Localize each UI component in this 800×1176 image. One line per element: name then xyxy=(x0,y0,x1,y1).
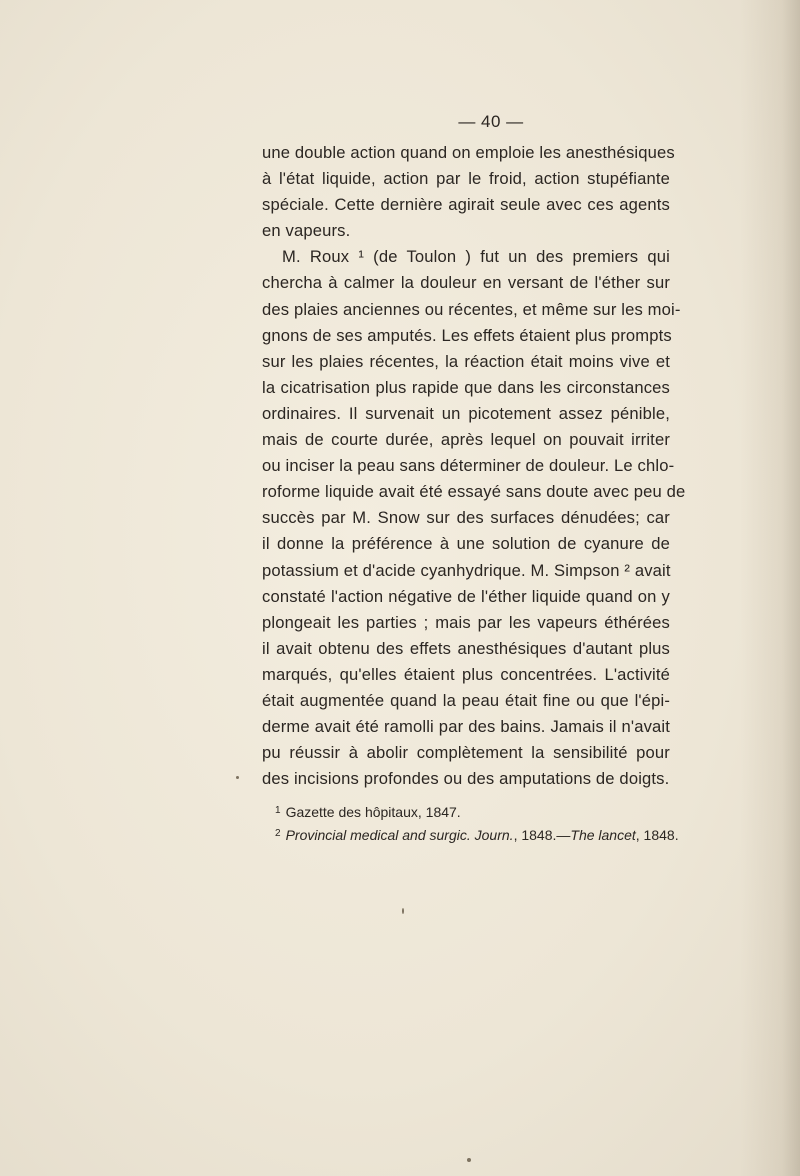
text-line: il avait obtenu des effets anesthésiques d'autant plus xyxy=(262,638,670,658)
text-block xyxy=(262,112,686,792)
footnote-marker: 2 xyxy=(275,828,281,839)
text-line: spéciale. Cette dernière agirait seule avec ces agents xyxy=(262,195,670,215)
footnote-journal-title: The lancet xyxy=(570,827,636,843)
text-line: sur les plaies récentes, la réaction était moins vive et xyxy=(262,351,670,371)
body-text xyxy=(262,140,686,792)
text-line: ou inciser la peau sans déterminer de douleur. Le chlo- xyxy=(262,456,675,476)
text-line: il donne la préférence à une solution de cyanure de xyxy=(262,534,670,554)
footnote-text: , 1848.— xyxy=(513,827,571,843)
footnote-journal-title: Provincial medical and surgic. Journ. xyxy=(285,827,514,843)
text-line: une double action quand on emploie les anesthésiques xyxy=(262,143,675,162)
text-line: potassium et d'acide cyanhydrique. M. Simpson ² avait xyxy=(262,560,671,580)
text-line: marqués, qu'elles étaient plus concentrées. L'activité xyxy=(262,664,670,684)
text-line: plongeait les parties ; mais par les vapeurs éthérées xyxy=(262,612,670,632)
text-line: la cicatrisation plus rapide que dans les circonstances xyxy=(262,377,670,397)
text-line: était augmentée quand la peau était fine ou que l'épi- xyxy=(262,690,670,710)
footnote-marker: 1 xyxy=(275,805,281,816)
text-line: à l'état liquide, action par le froid, action stupéfiante xyxy=(262,169,670,189)
footnote-text: , 1848. xyxy=(635,827,679,843)
footnotes xyxy=(275,800,679,846)
text-line: des incisions profondes ou des amputations de doigts. xyxy=(262,769,670,789)
page-number: — 40 — xyxy=(458,112,524,131)
text-line: chercha à calmer la douleur en versant de l'éther sur xyxy=(262,273,670,293)
text-line: en vapeurs. xyxy=(262,221,351,241)
text-line: gnons de ses amputés. Les effets étaient plus prompts xyxy=(262,325,672,345)
text-line: M. Roux ¹ (de Toulon ) fut un des premiers qui xyxy=(282,247,670,267)
text-line: roforme liquide avait été essayé sans doute avec peu de xyxy=(262,482,686,502)
footnote-2 xyxy=(275,823,679,846)
text-line: pu réussir à abolir complètement la sensibilité pour xyxy=(262,743,670,763)
text-line: ordinaires. Il survenait un picotement assez pénible, xyxy=(262,403,670,423)
text-line: derme avait été ramolli par des bains. Jamais il n'avait xyxy=(262,717,670,737)
footnote-text: Gazette des hôpitaux, 1847. xyxy=(285,804,461,820)
text-line: mais de courte durée, après lequel on pouvait irriter xyxy=(262,430,670,450)
text-line: des plaies anciennes ou récentes, et même sur les moi- xyxy=(262,299,681,319)
paper-speck xyxy=(402,908,404,914)
footnote-1 xyxy=(275,800,675,823)
spine-shadow xyxy=(740,0,800,1176)
paper-speck xyxy=(467,1158,471,1162)
text-line: constaté l'action négative de l'éther liquide quand on y xyxy=(262,586,670,606)
paper-speck xyxy=(236,776,239,779)
text-line: succès par M. Snow sur des surfaces dénudées; car xyxy=(262,508,670,528)
